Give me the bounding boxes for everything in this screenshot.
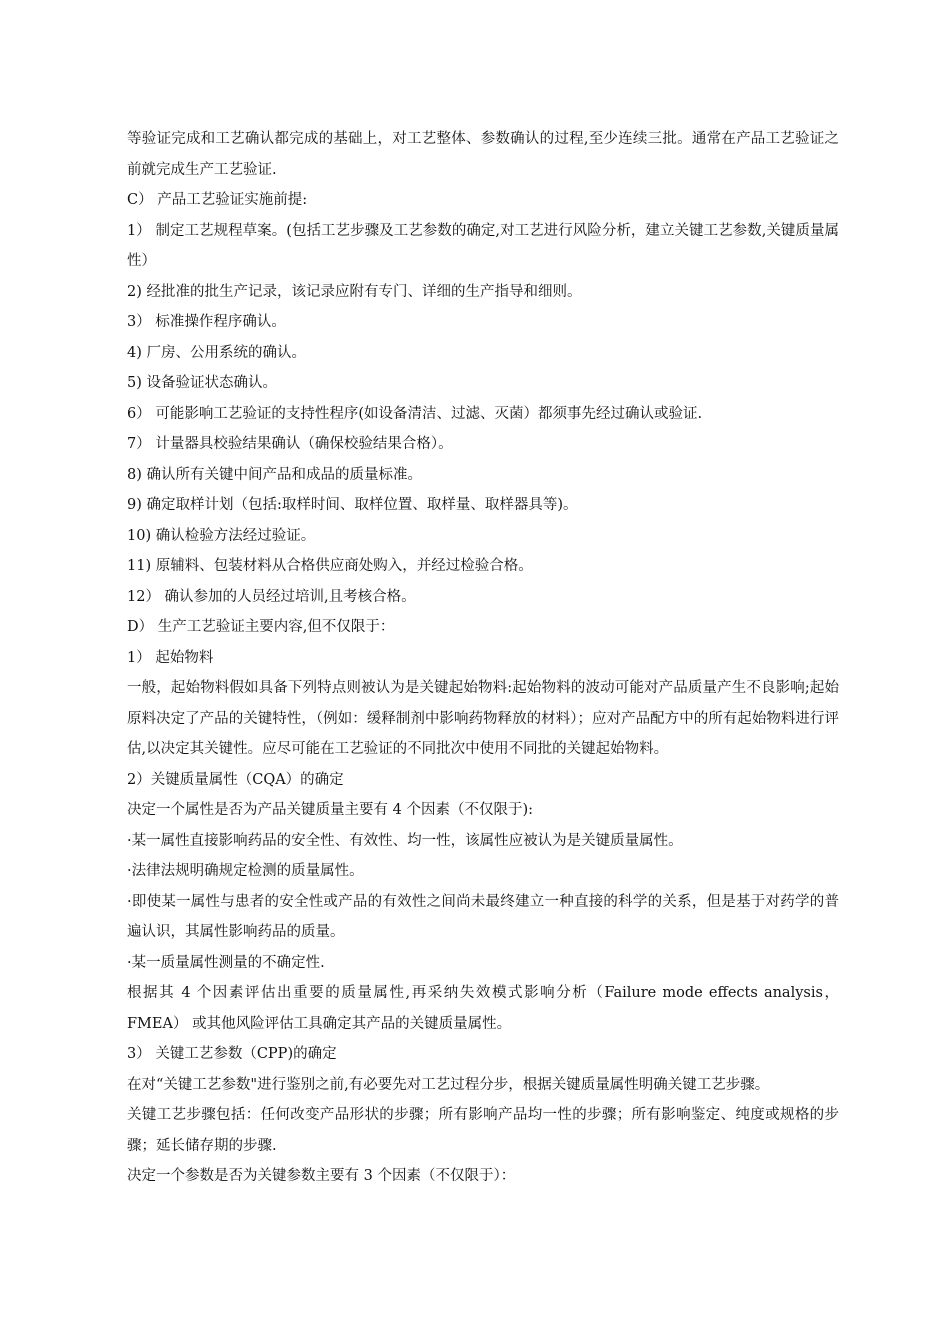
list-item-1: 1） 制定工艺规程草案。(包括工艺步骤及工艺参数的确定,对工艺进行风险分析，建立关键工艺参数,关键质量属性） xyxy=(127,222,839,269)
paragraph-fmea: 根据其 4 个因素评估出重要的质量属性,再采纳失效模式影响分析（Failure mode effects analysis，FMEA） 或其他风险评估工具确定其产品的关键质量属性。 xyxy=(127,985,839,1032)
subheading-cqa: 2）关键质量属性（CQA）的确定 xyxy=(127,771,344,788)
list-item-7: 7） 计量器具校验结果确认（确保校验结果合格）。 xyxy=(127,436,453,452)
list-item-4: 4) 厂房、公用系统的确认。 xyxy=(127,344,306,361)
list-item-10: 10) 确认检验方法经过验证。 xyxy=(127,527,316,544)
list-item-8: 8) 确认所有关键中间产品和成品的质量标准。 xyxy=(127,466,422,483)
list-item-11: 11) 原辅料、包装材料从合格供应商处购入，并经过检验合格。 xyxy=(127,558,533,574)
bullet-cqa-1: ·某一属性直接影响药品的安全性、有效性、均一性，该属性应被认为是关键质量属性。 xyxy=(127,832,683,849)
paragraph-intro-continuation: 等验证完成和工艺确认都完成的基础上，对工艺整体、参数确认的过程,至少连续三批。通常在产品工艺验证之前就完成生产工艺验证. xyxy=(127,131,839,178)
subheading-starting-materials: 1） 起始物料 xyxy=(127,649,214,666)
paragraph-cqa-factors: 决定一个属性是否为产品关键质量主要有 4 个因素（不仅限于): xyxy=(127,802,533,818)
list-item-2: 2) 经批准的批生产记录，该记录应附有专门、详细的生产指导和细则。 xyxy=(127,283,582,300)
bullet-cqa-4: ·某一质量属性测量的不确定性. xyxy=(127,954,325,971)
paragraph-cpp-intro: 在对“关键工艺参数"进行鉴别之前,有必要先对工艺过程分步，根据关键质量属性明确关键工艺步骤。 xyxy=(127,1076,770,1093)
bullet-cqa-2: ·法律法规明确规定检测的质量属性。 xyxy=(127,863,364,879)
list-item-12: 12） 确认参加的人员经过培训,且考核合格。 xyxy=(127,588,416,605)
section-heading-c: C） 产品工艺验证实施前提: xyxy=(127,192,308,208)
list-item-5: 5) 设备验证状态确认。 xyxy=(127,375,277,391)
list-item-9: 9) 确定取样计划（包括:取样时间、取样位置、取样量、取样器具等)。 xyxy=(127,497,578,513)
list-item-3: 3） 标准操作程序确认。 xyxy=(127,314,286,330)
paragraph-critical-steps: 关键工艺步骤包括：任何改变产品形状的步骤；所有影响产品均一性的步骤；所有影响鉴定、纯度或规格的步骤；延长储存期的步骤. xyxy=(127,1107,839,1154)
bullet-cqa-3: ·即使某一属性与患者的安全性或产品的有效性之间尚未最终建立一种直接的科学的关系，但是基于对药学的普遍认识，其属性影响药品的质量。 xyxy=(127,893,839,940)
paragraph-starting-materials: 一般，起始物料假如具备下列特点则被认为是关键起始物料:起始物料的波动可能对产品质量产生不良影响;起始原料决定了产品的关键特性，（例如：缓释制剂中影响药物释放的材料）；应对产品配方中的所有起始物料进行评估,以决定其关键性。应尽可能在工艺验证的不同批次中使用不同批的关键起始物料。 xyxy=(127,680,839,757)
paragraph-cpp-factors: 决定一个参数是否为关键参数主要有 3 个因素（不仅限于）： xyxy=(127,1168,516,1184)
subheading-cpp: 3） 关键工艺参数（CPP)的确定 xyxy=(127,1046,337,1062)
list-item-6: 6） 可能影响工艺验证的支持性程序(如设备清洁、过滤、灭菌）都须事先经过确认或验证. xyxy=(127,405,703,422)
document-body xyxy=(127,124,839,1192)
section-heading-d: D） 生产工艺验证主要内容,但不仅限于： xyxy=(127,619,395,635)
